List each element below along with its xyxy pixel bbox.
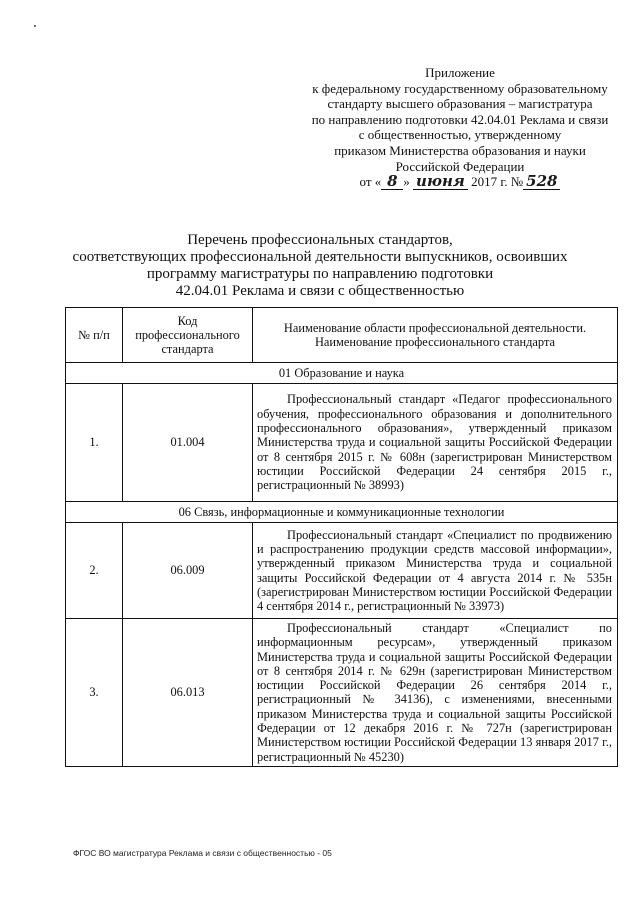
row-description-text: Профессиональный стандарт «Специалист по информационным ресурсам», утвержденный приказом Министерства труда и социальной защиты Российской Федерации от 8 сентября 2014 г. № 629н (зарегистрирован Министерством юстиции Российской Федерации 26 сентября 2014 г., регистрационный № 34136), с изменениями, внесенными приказом Министерства труда и социальной защиты Российской Федерации от 12 декабря 2016 г. № 727н (зарегистрирован Министерством юстиции Российской Федерации 13 января 2017 г., регистрационный № 45230)	[257, 621, 612, 764]
title-line: Перечень профессиональных стандартов,	[187, 232, 453, 248]
header-number: № п/п	[66, 308, 123, 363]
section-title: 06 Связь, информационные и коммуникационные технологии	[66, 502, 618, 523]
row-code: 06.009	[123, 523, 253, 619]
handwritten-order-number: 528	[523, 174, 560, 190]
table-row	[66, 384, 618, 502]
row-number: 1.	[66, 384, 123, 502]
appendix-line: Приложение	[425, 65, 495, 80]
section-row	[66, 502, 618, 523]
date-prefix: от «	[359, 174, 382, 190]
appendix-line: приказом Министерства образования и науки	[334, 142, 586, 158]
row-description	[253, 384, 618, 502]
row-code: 06.013	[123, 619, 253, 767]
appendix-line: стандарту высшего образования – магистратура	[327, 96, 593, 112]
header-code: Код профессионального стандарта	[123, 308, 253, 363]
row-number: 2.	[66, 523, 123, 619]
appendix-block	[300, 65, 620, 190]
row-number: 3.	[66, 619, 123, 767]
appendix-line: с общественностью, утвержденному	[358, 127, 562, 143]
handwritten-day: 8	[381, 174, 403, 190]
row-description	[253, 523, 618, 619]
title-line: соответствующих профессиональной деятельности выпускников, освоивших	[72, 249, 568, 265]
table-row	[66, 523, 618, 619]
header-name: Наименование области профессиональной деятельности. Наименование профессионального стандарта	[253, 308, 618, 363]
title-line: 42.04.01 Реклама и связи с общественностью	[175, 283, 465, 299]
row-description	[253, 619, 618, 767]
row-description-text: Профессиональный стандарт «Специалист по продвижению и распространению продукции средств массовой информации», утвержденный приказом Министерства труда и социальной защиты Российской Федерации от 4 августа 2014 г. № 535н (зарегистрирован Министерством юстиции Российской Федерации 4 сентября 2014 г., регистрационный № 33973)	[257, 527, 612, 614]
scan-speck	[34, 25, 36, 27]
appendix-line: по направлению подготовки 42.04.01 Реклама и связи	[311, 111, 609, 127]
section-row	[66, 363, 618, 384]
appendix-line: Российской Федерации	[395, 158, 525, 174]
date-year: 2017 г. №	[471, 174, 524, 190]
document-title	[70, 232, 570, 300]
handwritten-month: июня	[413, 174, 468, 190]
row-description-text: Профессиональный стандарт «Педагог профессионального обучения, профессионального образования и дополнительного профессионального образования», утвержденный приказом Министерства труда и социальной защиты Российской Федерации от 8 сентября 2015 г. № 608н (зарегистрирован Министерством юстиции Российской Федерации 24 сентября 2015 г., регистрационный № 38993)	[257, 392, 612, 493]
standards-table	[65, 307, 618, 767]
table-row	[66, 619, 618, 767]
page-footer: ФГОС ВО магистратура Реклама и связи с общественностью - 05	[73, 848, 332, 858]
row-code: 01.004	[123, 384, 253, 502]
table-header-row	[66, 308, 618, 363]
title-line: программу магистратуры по направлению подготовки	[146, 266, 494, 282]
appendix-line: к федеральному государственному образовательному	[312, 80, 608, 96]
date-mid: »	[403, 174, 410, 190]
order-date-line	[300, 174, 620, 190]
section-title: 01 Образование и наука	[66, 363, 618, 384]
